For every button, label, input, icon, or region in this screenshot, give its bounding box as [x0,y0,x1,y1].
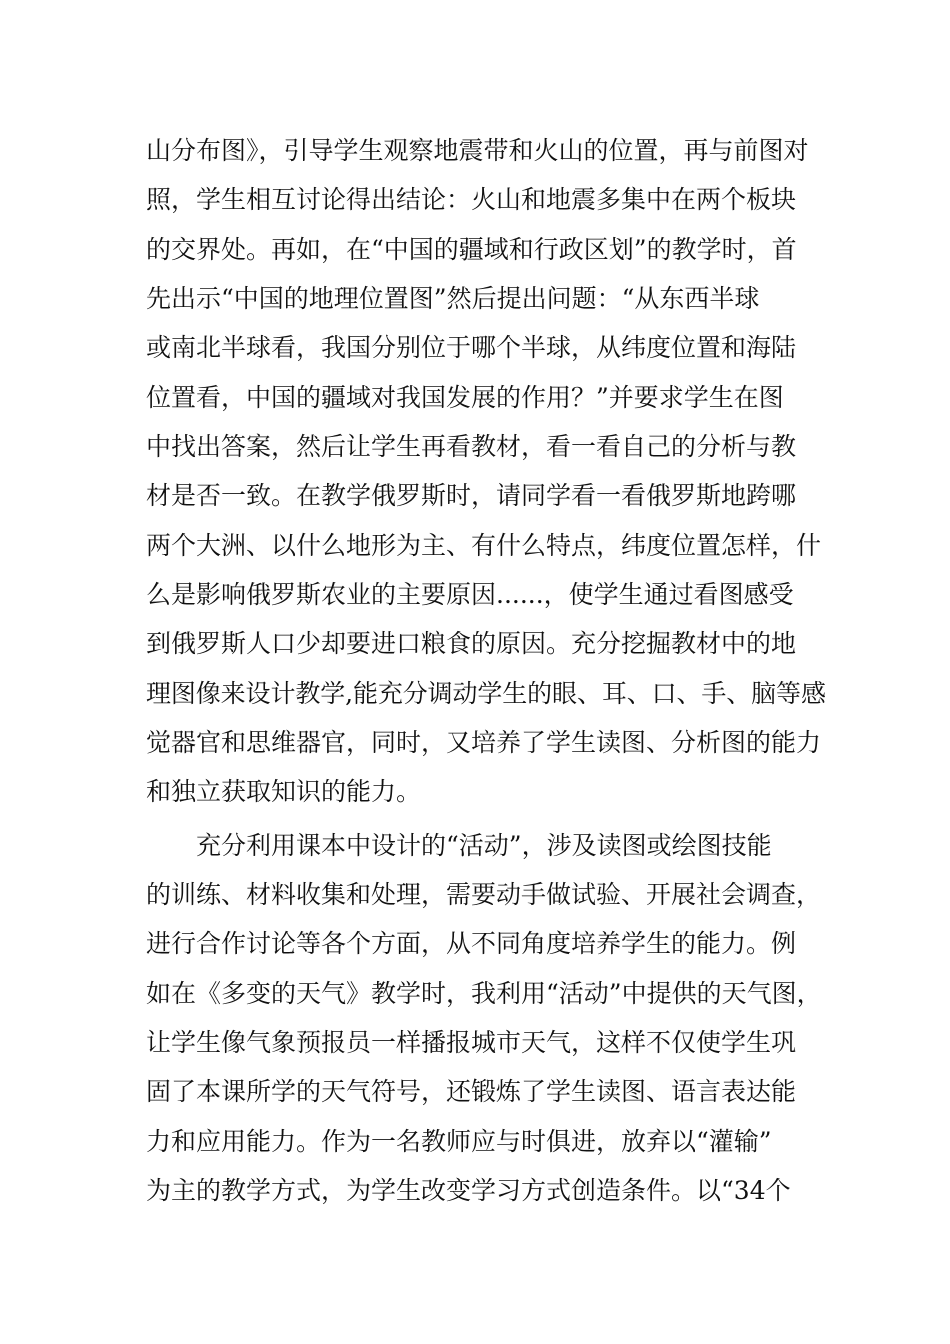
body-text-line: 固了本课所学的天气符号，还锻炼了学生读图、语言表达能 [146,1077,797,1106]
body-text-line: 材是否一致。在教学俄罗斯时，请同学看一看俄罗斯地跨哪 [146,481,797,510]
body-text-line: 的训练、材料收集和处理，需要动手做试验、开展社会调查， [146,880,822,909]
body-text-line: 山分布图》，引导学生观察地震带和火山的位置，再与前图对 [146,136,809,165]
body-text-line: 理图像来设计教学,能充分调动学生的眼、耳、口、手、脑等感 [146,679,826,708]
body-text-line: 进行合作讨论等各个方面，从不同角度培养学生的能力。例 [146,929,797,958]
body-text-line: 如在《多变的天气》教学时，我利用“活动”中提供的天气图， [146,979,822,1008]
body-text-line: 位置看，中国的疆域对我国发展的作用？”并要求学生在图 [146,383,784,412]
body-text-line: 让学生像气象预报员一样播报城市天气，这样不仅使学生巩 [146,1028,797,1057]
body-text-line: 为主的教学方式，为学生改变学习方式创造条件。以“34个 [146,1176,791,1205]
body-text-line: 到俄罗斯人口少却要进口粮食的原因。充分挖掘教材中的地 [146,629,797,658]
body-text-line: 两个大洲、以什么地形为主、有什么特点，纬度位置怎样，什 [146,531,822,560]
body-text-line: 力和应用能力。作为一名教师应与时俱进，放弃以“灌输” [146,1127,772,1156]
body-text-line: 中找出答案，然后让学生再看教材，看一看自己的分析与教 [146,432,797,461]
body-text-line-indented: 充分利用课本中设计的“活动”，涉及读图或绘图技能 [196,831,772,860]
body-text-line: 么是影响俄罗斯农业的主要原因......，使学生通过看图感受 [146,580,794,609]
body-text-line: 先出示“中国的地理位置图”然后提出问题：“从东西半球 [146,284,760,313]
body-text-line: 和独立获取知识的能力。 [146,777,422,806]
body-text-line: 觉器官和思维器官，同时，又培养了学生读图、分析图的能力 [146,728,822,757]
body-text-line: 照，学生相互讨论得出结论：火山和地震多集中在两个板块 [146,185,797,214]
body-text-line: 的交界处。再如，在“中国的疆域和行政区划”的教学时，首 [146,235,797,264]
body-text-line: 或南北半球看，我国分别位于哪个半球，从纬度位置和海陆 [146,333,797,362]
